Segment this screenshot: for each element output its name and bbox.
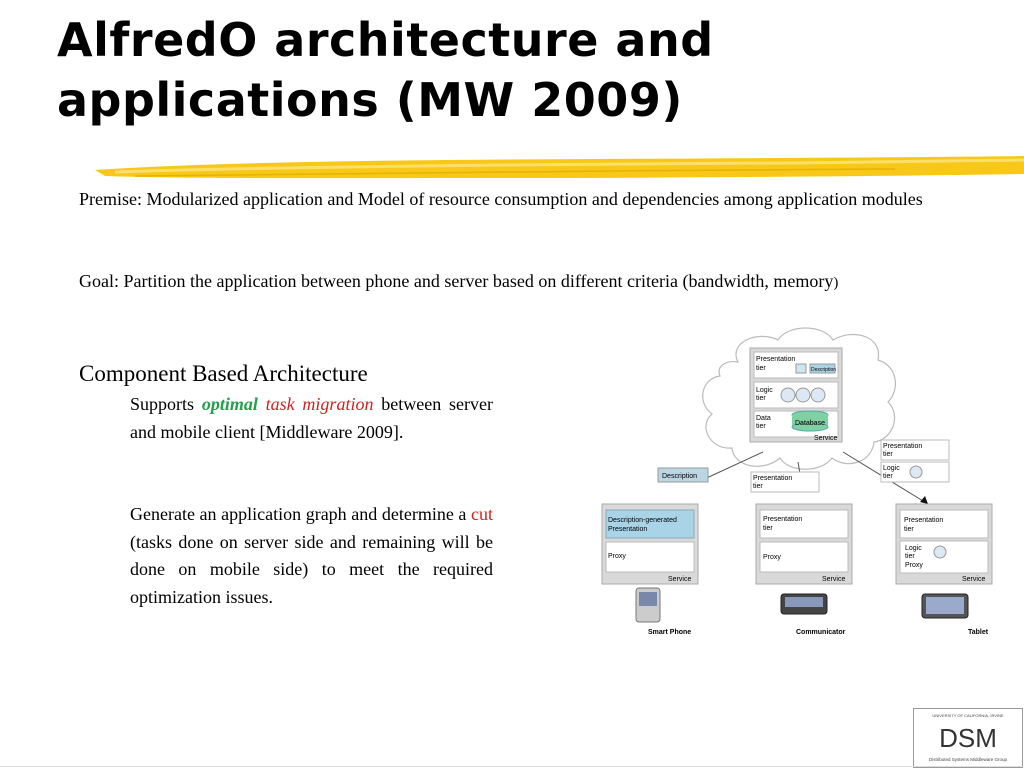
logo-mark: DSM — [939, 723, 997, 753]
floating-presentation-right-tier: tier — [883, 451, 893, 458]
supports-prefix: Supports — [130, 394, 202, 414]
slide-title — [57, 10, 957, 130]
generate-paragraph — [130, 501, 493, 611]
title-line-1: AlfredO architecture and — [57, 13, 714, 67]
cloud-logic-label: Logic — [756, 387, 773, 394]
cloud-description-label: Description — [811, 367, 837, 373]
client1-service: Service — [668, 576, 692, 583]
supports-suffix: between server and mobile client [Middleware 2009]. — [130, 394, 493, 442]
cloud-presentation-tier: tier — [756, 365, 766, 372]
architecture-diagram — [598, 322, 1004, 644]
client1-proxy: Proxy — [608, 553, 626, 560]
logo-bottom-text: Distributed Systems Middleware Group — [928, 757, 1008, 762]
client3-logic: Logic — [905, 545, 922, 552]
client2-service: Service — [822, 576, 846, 583]
title-line-2: applications (MW 2009) — [57, 73, 683, 127]
cloud-data-label: Data — [756, 415, 771, 422]
client1-presentation: Presentation — [608, 526, 648, 533]
floating-presentation-right: Presentation — [883, 443, 923, 450]
tablet-label: Tablet — [968, 629, 989, 636]
supports-paragraph — [130, 391, 493, 446]
database-label: Database — [795, 420, 825, 427]
bottom-divider — [0, 766, 1024, 767]
floating-presentation-mid-tier: tier — [753, 483, 763, 490]
communicator-label: Communicator — [796, 629, 846, 636]
client3-proxy: Proxy — [905, 562, 923, 569]
logo-top-text: UNIVERSITY OF CALIFORNIA, IRVINE — [932, 713, 1004, 718]
task-migration-words: task migration — [265, 394, 374, 414]
component-architecture-heading: Component Based Architecture — [79, 361, 368, 386]
cloud-service-label: Service — [814, 435, 838, 442]
premise-paragraph: Premise: Modularized application and Model of resource consumption and dependencies among application modules — [79, 189, 923, 209]
client3-tier: tier — [904, 526, 914, 533]
client3-presentation: Presentation — [904, 517, 944, 524]
floating-presentation-mid: Presentation — [753, 475, 793, 482]
title-highlight-stroke — [95, 152, 1024, 182]
client3-service: Service — [962, 576, 986, 583]
client3-logic-tier: tier — [905, 553, 915, 560]
goal-paren: ) — [833, 275, 839, 291]
dsm-logo — [913, 708, 1023, 768]
floating-logic-right-tier: tier — [883, 473, 893, 480]
floating-logic-right: Logic — [883, 465, 900, 472]
goal-text: Goal: Partition the application between phone and server based on different criteria (bandwidth, memory — [79, 271, 834, 291]
client2-tier: tier — [763, 525, 773, 532]
smart-phone-label: Smart Phone — [648, 629, 692, 636]
client2-presentation: Presentation — [763, 516, 803, 523]
client2-proxy: Proxy — [763, 554, 781, 561]
optimal-word: optimal — [201, 394, 258, 414]
cloud-data-tier: tier — [756, 423, 766, 430]
goal-paragraph — [79, 267, 937, 297]
generate-prefix: Generate an application graph and determine a — [130, 504, 471, 524]
cloud-logic-tier: tier — [756, 395, 766, 402]
cloud-presentation-label: Presentation — [756, 356, 796, 363]
client1-description-generated: Description-generated — [608, 517, 677, 524]
floating-description: Description — [662, 473, 698, 480]
generate-suffix: (tasks done on server side and remaining will be done on mobile side) to meet the required optimization issues. — [130, 531, 493, 607]
cut-word: cut — [471, 504, 493, 524]
